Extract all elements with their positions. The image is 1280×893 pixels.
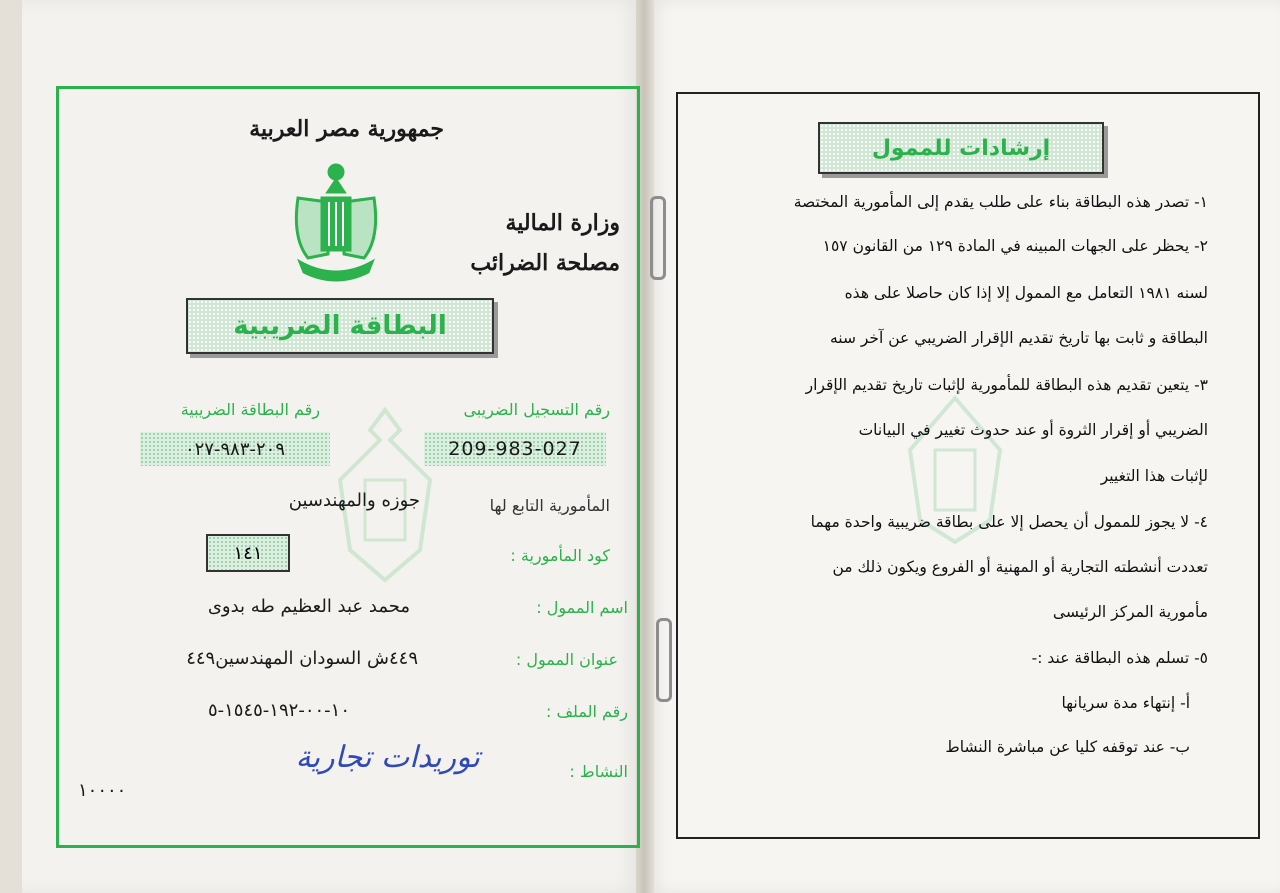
instruction-line: البطاقة و ثابت بها تاريخ تقديم الإقرار الضريبي عن آخر سنه <box>829 329 1208 347</box>
card-title-banner: البطاقة الضريبية <box>186 298 494 354</box>
instruction-line: ١- تصدر هذه البطاقة بناء على طلب يقدم إلى المأمورية المختصة <box>793 193 1208 211</box>
tax-office-value: جوزه والمهندسين <box>288 490 420 511</box>
instruction-line: ٥- تسلم هذه البطاقة عند :- <box>1031 649 1208 667</box>
card-number-value: ٢٠٩-٩٨٣-٠٢٧ <box>140 432 330 466</box>
authority-heading: مصلحة الضرائب <box>470 250 620 276</box>
taxpayer-name-label: اسم الممول : <box>536 598 628 617</box>
office-code-label: كود المأمورية : <box>510 546 610 565</box>
taxpayer-address-label: عنوان الممول : <box>515 650 618 669</box>
instruction-line: ٤- لا يجوز للممول أن يحصل إلا على بطاقة ضريبية واحدة مهما <box>810 513 1208 531</box>
instructions-title-banner: إرشادات للممول <box>818 122 1104 174</box>
taxpayer-name-value: محمد عبد العظيم طه بدوى <box>207 596 410 617</box>
instruction-line: ب- عند توقفه كليا عن مباشرة النشاط <box>945 738 1190 756</box>
serial-number: ١٠٠٠٠ <box>78 780 127 801</box>
staple-bottom <box>656 618 672 702</box>
file-number-label: رقم الملف : <box>545 702 628 721</box>
office-code-value: ١٤١ <box>206 534 290 572</box>
instruction-line: تعددت أنشطته التجارية أو المهنية أو الفروع ويكون ذلك من <box>832 558 1208 576</box>
taxpayer-address-value: ٤٤٩ش السودان المهندسين٤٤٩ <box>186 648 418 669</box>
instruction-line: ٣- يتعين تقديم هذه البطاقة للمأمورية لإثبات تاريخ تقديم الإقرار <box>805 376 1208 394</box>
instruction-line: مأمورية المركز الرئيسى <box>1052 603 1208 621</box>
eagle-emblem-icon <box>288 158 384 286</box>
instruction-line: لسنه ١٩٨١ التعامل مع الممول إلا إذا كان حاصلا على هذه <box>844 284 1208 302</box>
instruction-line: أ- إنتهاء مدة سريانها <box>1061 694 1190 712</box>
card-number-label: رقم البطاقة الضريبية <box>180 400 320 419</box>
instruction-line: الضريبي أو إقرار الثروة أو عند حدوث تغيير في البيانات <box>858 421 1208 439</box>
instruction-line: لإثبات هذا التغيير <box>1100 467 1208 485</box>
reg-number-label: رقم التسجيل الضريبى <box>463 400 610 419</box>
reg-number-value: 209-983-027 <box>424 432 606 466</box>
tax-office-label: المأمورية التابع لها <box>489 496 610 515</box>
activity-handwritten-value: توريدات تجارية <box>295 740 480 775</box>
staple-top <box>650 196 666 280</box>
ministry-heading: وزارة المالية <box>505 210 620 236</box>
instruction-line: ٢- يحظر على الجهات المبينه في المادة ١٢٩ من القانون ١٥٧ <box>822 237 1208 255</box>
file-number-value: ١٠-٠٠-١٩٢-١٥٤٥-٥ <box>207 700 350 721</box>
republic-heading: جمهورية مصر العربية <box>249 116 444 142</box>
activity-label: النشاط : <box>569 762 628 781</box>
